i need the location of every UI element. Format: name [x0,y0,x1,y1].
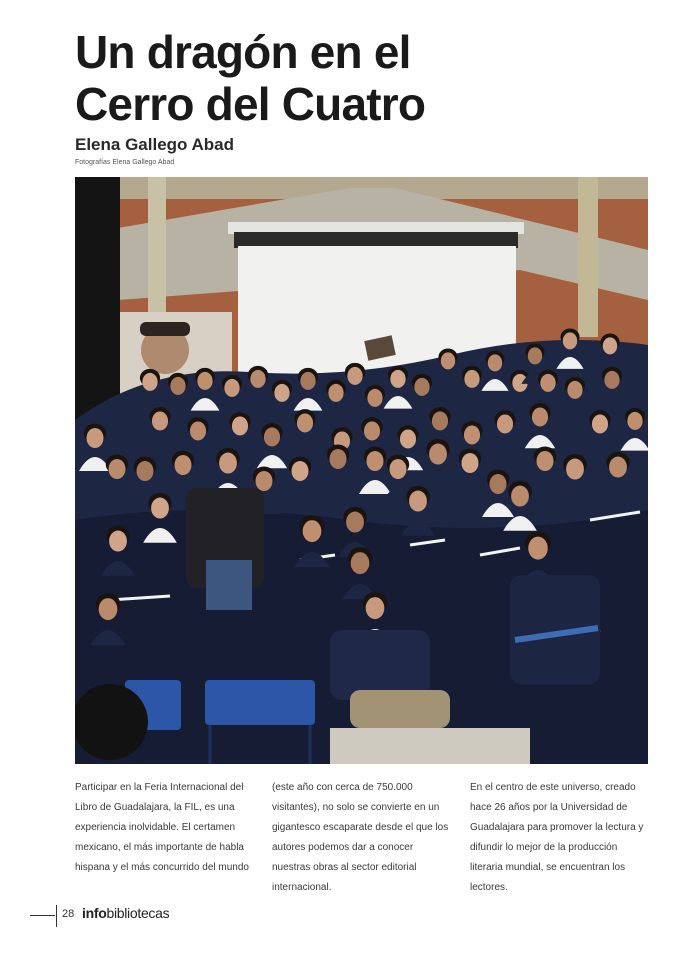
student-face [347,367,362,385]
student-face [627,412,642,430]
student-face [464,370,479,388]
student-face [390,459,407,479]
portrait-hair [140,322,190,336]
student-face [219,453,237,474]
student-face [232,416,248,435]
student-face [109,531,127,552]
student-face [292,461,309,481]
student-face [528,347,542,364]
student-face [540,374,555,392]
student-face [432,411,448,430]
article-title [75,26,665,130]
student-face [300,372,315,390]
group-photo [75,177,648,764]
student-face [256,471,273,491]
page-number: 28 [62,908,75,920]
student-face [592,414,608,433]
student-face [109,459,126,479]
student-face [414,378,429,396]
screen-top [234,232,518,248]
student-face [497,414,513,433]
student-face [190,421,206,440]
magazine-brand [82,905,169,921]
footer-divider [56,905,57,927]
student-face [528,537,548,560]
student-face [137,461,154,481]
student-face [170,377,185,395]
student-face [488,354,502,371]
student-face [537,451,554,471]
student-face [264,427,280,446]
student-face [429,444,447,465]
student-face [250,370,265,388]
student-face [330,449,347,469]
student-face [224,379,239,397]
article-title-line-2: Cerro del Cuatro [75,78,426,130]
student-face [367,389,382,407]
chair-2 [205,680,315,725]
pillar-left [148,177,166,317]
kneeling-student-jacket [330,630,430,700]
student-face [197,372,212,390]
brand-regular: bibliotecas [106,905,170,921]
student-face [567,381,582,399]
student-face [604,371,619,389]
student-face [462,453,479,473]
student-face [566,459,584,480]
student-face [99,598,118,620]
student-face [142,373,157,391]
photo-credit: Fotografías Elena Gallego Abad [75,159,175,166]
student-face [152,411,168,430]
floor [330,728,530,764]
student-face [603,337,617,354]
pillar-right [578,177,598,337]
student-face [274,384,289,402]
student-face [151,498,169,519]
student-face [367,451,384,471]
student-face [297,413,313,432]
student-face [532,407,548,426]
student-face [351,552,370,574]
student-face [490,474,507,494]
student-face [511,486,529,507]
student-face [364,421,380,440]
body-column-1: Participar en la Feria Internacional del Libro de Guadalajara, la FIL, es una experiencia inolvidable. El certamen mexicano, el más importante de habla hispana y el más concurrido del mundo [75,782,249,873]
kneeling-student-pants [350,690,450,728]
student-face [366,597,385,619]
student-face [175,455,192,475]
body-column-2: (este año con cerca de 750.000 visitantes), no solo se convierte en un gigantesco escaparate desde el que los autores podemos dar a conocer nuestras obras al sector editorial internacional. [272,782,449,893]
article-title-line-1: Un dragón en el [75,26,411,78]
student-face [563,332,577,349]
student-face [464,425,480,444]
student-face [87,428,104,448]
student-face [346,512,364,533]
body-column-3: En el centro de este universo, creado hace 26 años por la Universidad de Guadalajara para promover la lectura y difundir lo mejor de la producción literaria mundial, se encuentran los lectores. [470,782,644,893]
student-face [400,429,416,448]
article-author: Elena Gallego Abad [75,135,235,154]
footer-rule [30,915,55,916]
brand-bold: info [82,905,107,921]
student-face [441,352,455,369]
group-photo-illustration [75,177,648,764]
student-face [409,491,427,512]
student-face [390,370,405,388]
student-face [303,520,322,542]
student-face [328,384,343,402]
foreground-head [75,684,148,760]
student-face [609,457,627,478]
woman-jeans [206,560,252,610]
